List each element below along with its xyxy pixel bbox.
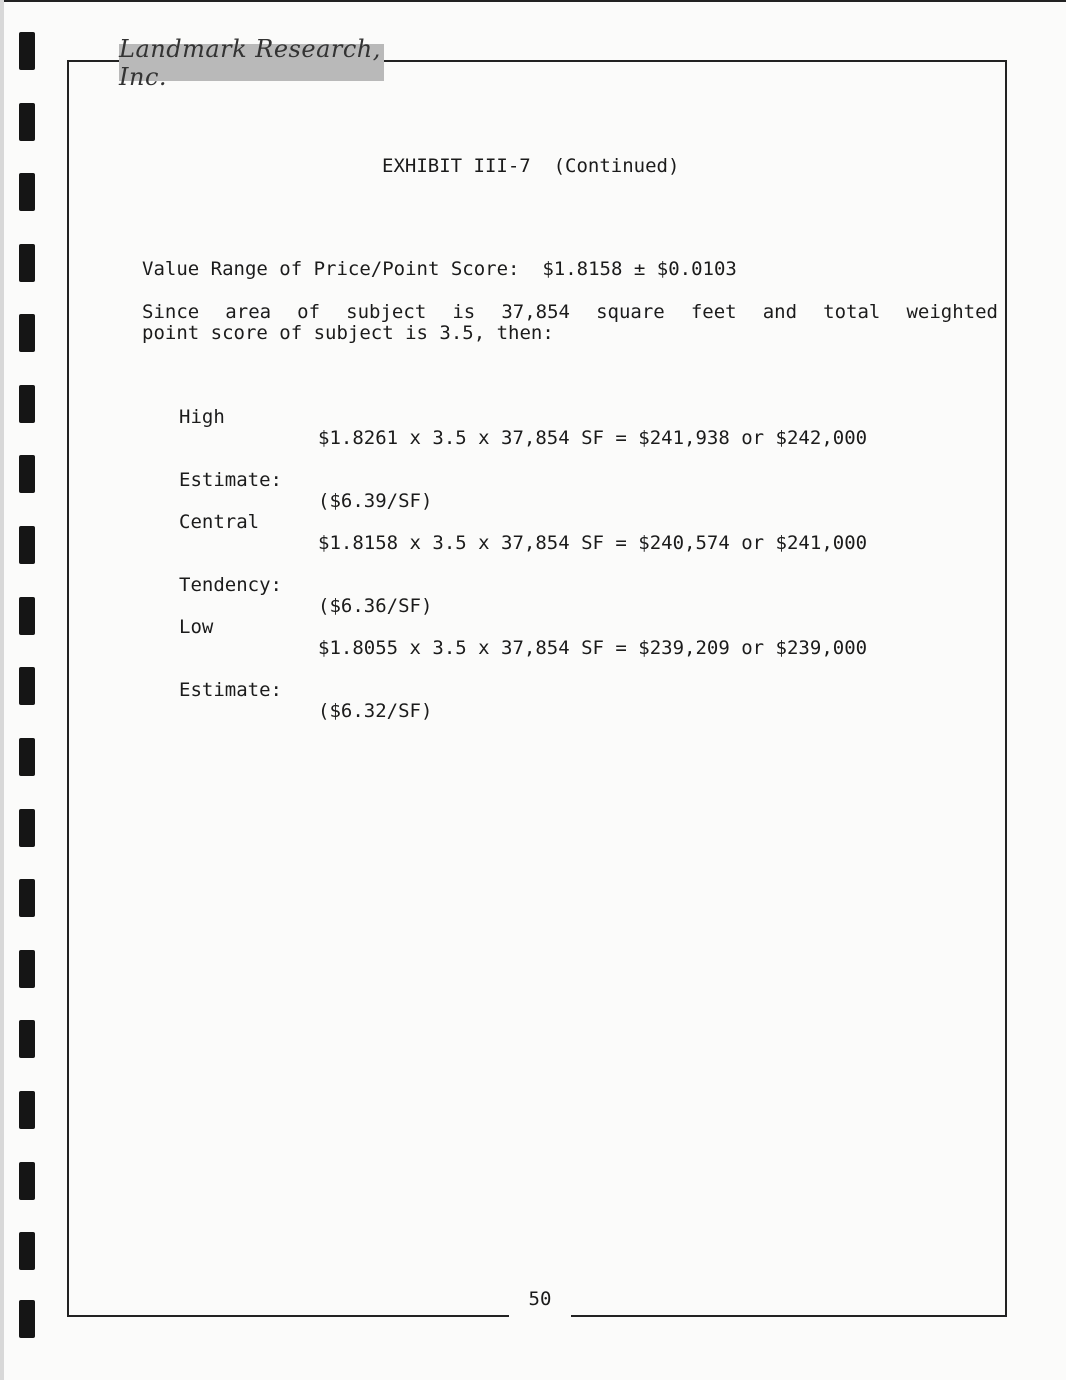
estimate-label-line: Central — [179, 511, 260, 533]
exhibit-title: EXHIBIT III-7 (Continued) — [382, 155, 680, 177]
estimate-formula: $1.8055 x 3.5 x 37,854 SF = $239,209 or $239,000 — [318, 637, 868, 659]
binding-hole — [19, 173, 35, 211]
binding-hole — [19, 738, 35, 776]
binding-edge — [0, 0, 4, 1380]
binding-hole — [19, 1232, 35, 1270]
estimate-label-line: Estimate: — [179, 679, 282, 701]
binding-hole — [19, 314, 35, 352]
estimate-label-line: Tendency: — [179, 574, 282, 596]
value-range-line: Value Range of Price/Point Score: $1.8158 ± $0.0103 — [142, 258, 737, 280]
binding-hole — [19, 32, 35, 70]
binding-hole — [19, 526, 35, 564]
low-estimate-label — [179, 575, 282, 722]
estimate-per-sf: ($6.39/SF) — [318, 490, 433, 512]
estimate-label-line: Estimate: — [179, 469, 282, 491]
binding-hole — [19, 385, 35, 423]
binding-hole — [19, 1020, 35, 1058]
estimate-label-line: High — [179, 406, 225, 428]
binding-hole — [19, 1162, 35, 1200]
binding-hole — [19, 455, 35, 493]
estimate-formula: $1.8261 x 3.5 x 37,854 SF = $241,938 or $242,000 — [318, 427, 868, 449]
binding-hole — [19, 1091, 35, 1129]
binding-hole — [19, 597, 35, 635]
binding-hole — [19, 667, 35, 705]
low-estimate-calculation — [318, 596, 867, 743]
binding-hole — [19, 809, 35, 847]
estimate-per-sf: ($6.36/SF) — [318, 595, 433, 617]
binding-hole — [19, 103, 35, 141]
estimate-per-sf: ($6.32/SF) — [318, 700, 433, 722]
binding-hole — [19, 950, 35, 988]
estimate-label-line: Low — [179, 616, 214, 638]
company-logo: Landmark Research, Inc. — [119, 44, 384, 81]
binding-hole — [19, 1300, 35, 1338]
intro-paragraph — [142, 302, 998, 344]
binding-hole — [19, 244, 35, 282]
binding-hole — [19, 879, 35, 917]
intro-line-1: Since area of subject is 37,854 square feet and total weighted — [142, 301, 998, 323]
page-number: 50 — [528, 1288, 552, 1310]
estimate-formula: $1.8158 x 3.5 x 37,854 SF = $240,574 or $241,000 — [318, 532, 868, 554]
top-edge-rule — [0, 0, 1066, 2]
intro-line-2: point score of subject is 3.5, then: — [142, 322, 554, 344]
